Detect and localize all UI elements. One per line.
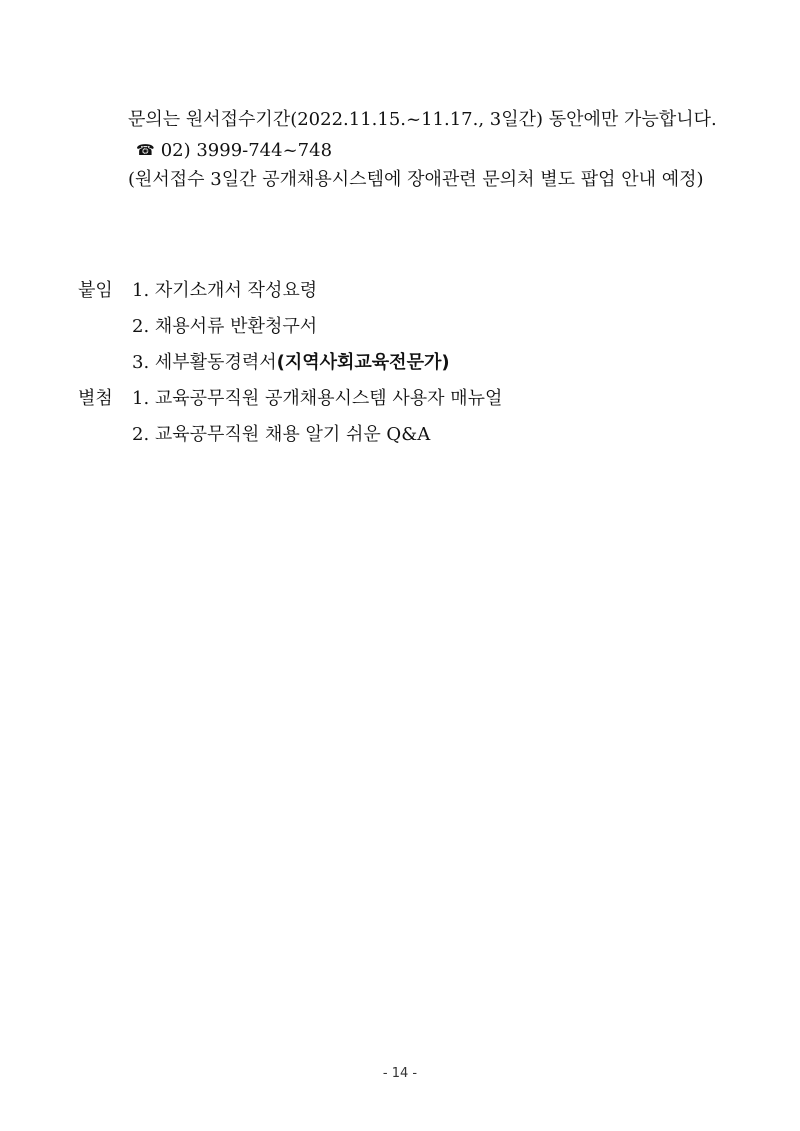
attachments-label: 붙임 [78,280,113,301]
attachment-item: 1. 자기소개서 작성요령 [132,280,318,301]
phone-number: 02) 3999-744~748 [160,140,333,161]
annex-item: 2. 교육공무직원 채용 알기 쉬운 Q&A [132,424,431,445]
page-number: - 14 - [382,1066,418,1081]
attachment-item [132,351,450,375]
inquiry-note: (원서접수 3일간 공개채용시스템에 장애관련 문의처 별도 팝업 안내 예정) [128,169,704,190]
attachment-item-bold-suffix: (지역사회교육전문가) [276,352,450,373]
annexes-label: 별첨 [78,388,113,409]
inquiry-phone-line [136,138,332,163]
phone-icon: ☎ [136,141,155,159]
attachment-item: 2. 채용서류 반환청구서 [132,316,318,337]
annex-item: 1. 교육공무직원 공개채용시스템 사용자 매뉴얼 [132,388,503,409]
attachment-item-text: 3. 세부활동경력서 [132,352,277,373]
inquiry-period-text: 문의는 원서접수기간(2022.11.15.~11.17., 3일간) 동안에만 가능합니다. [128,109,717,130]
